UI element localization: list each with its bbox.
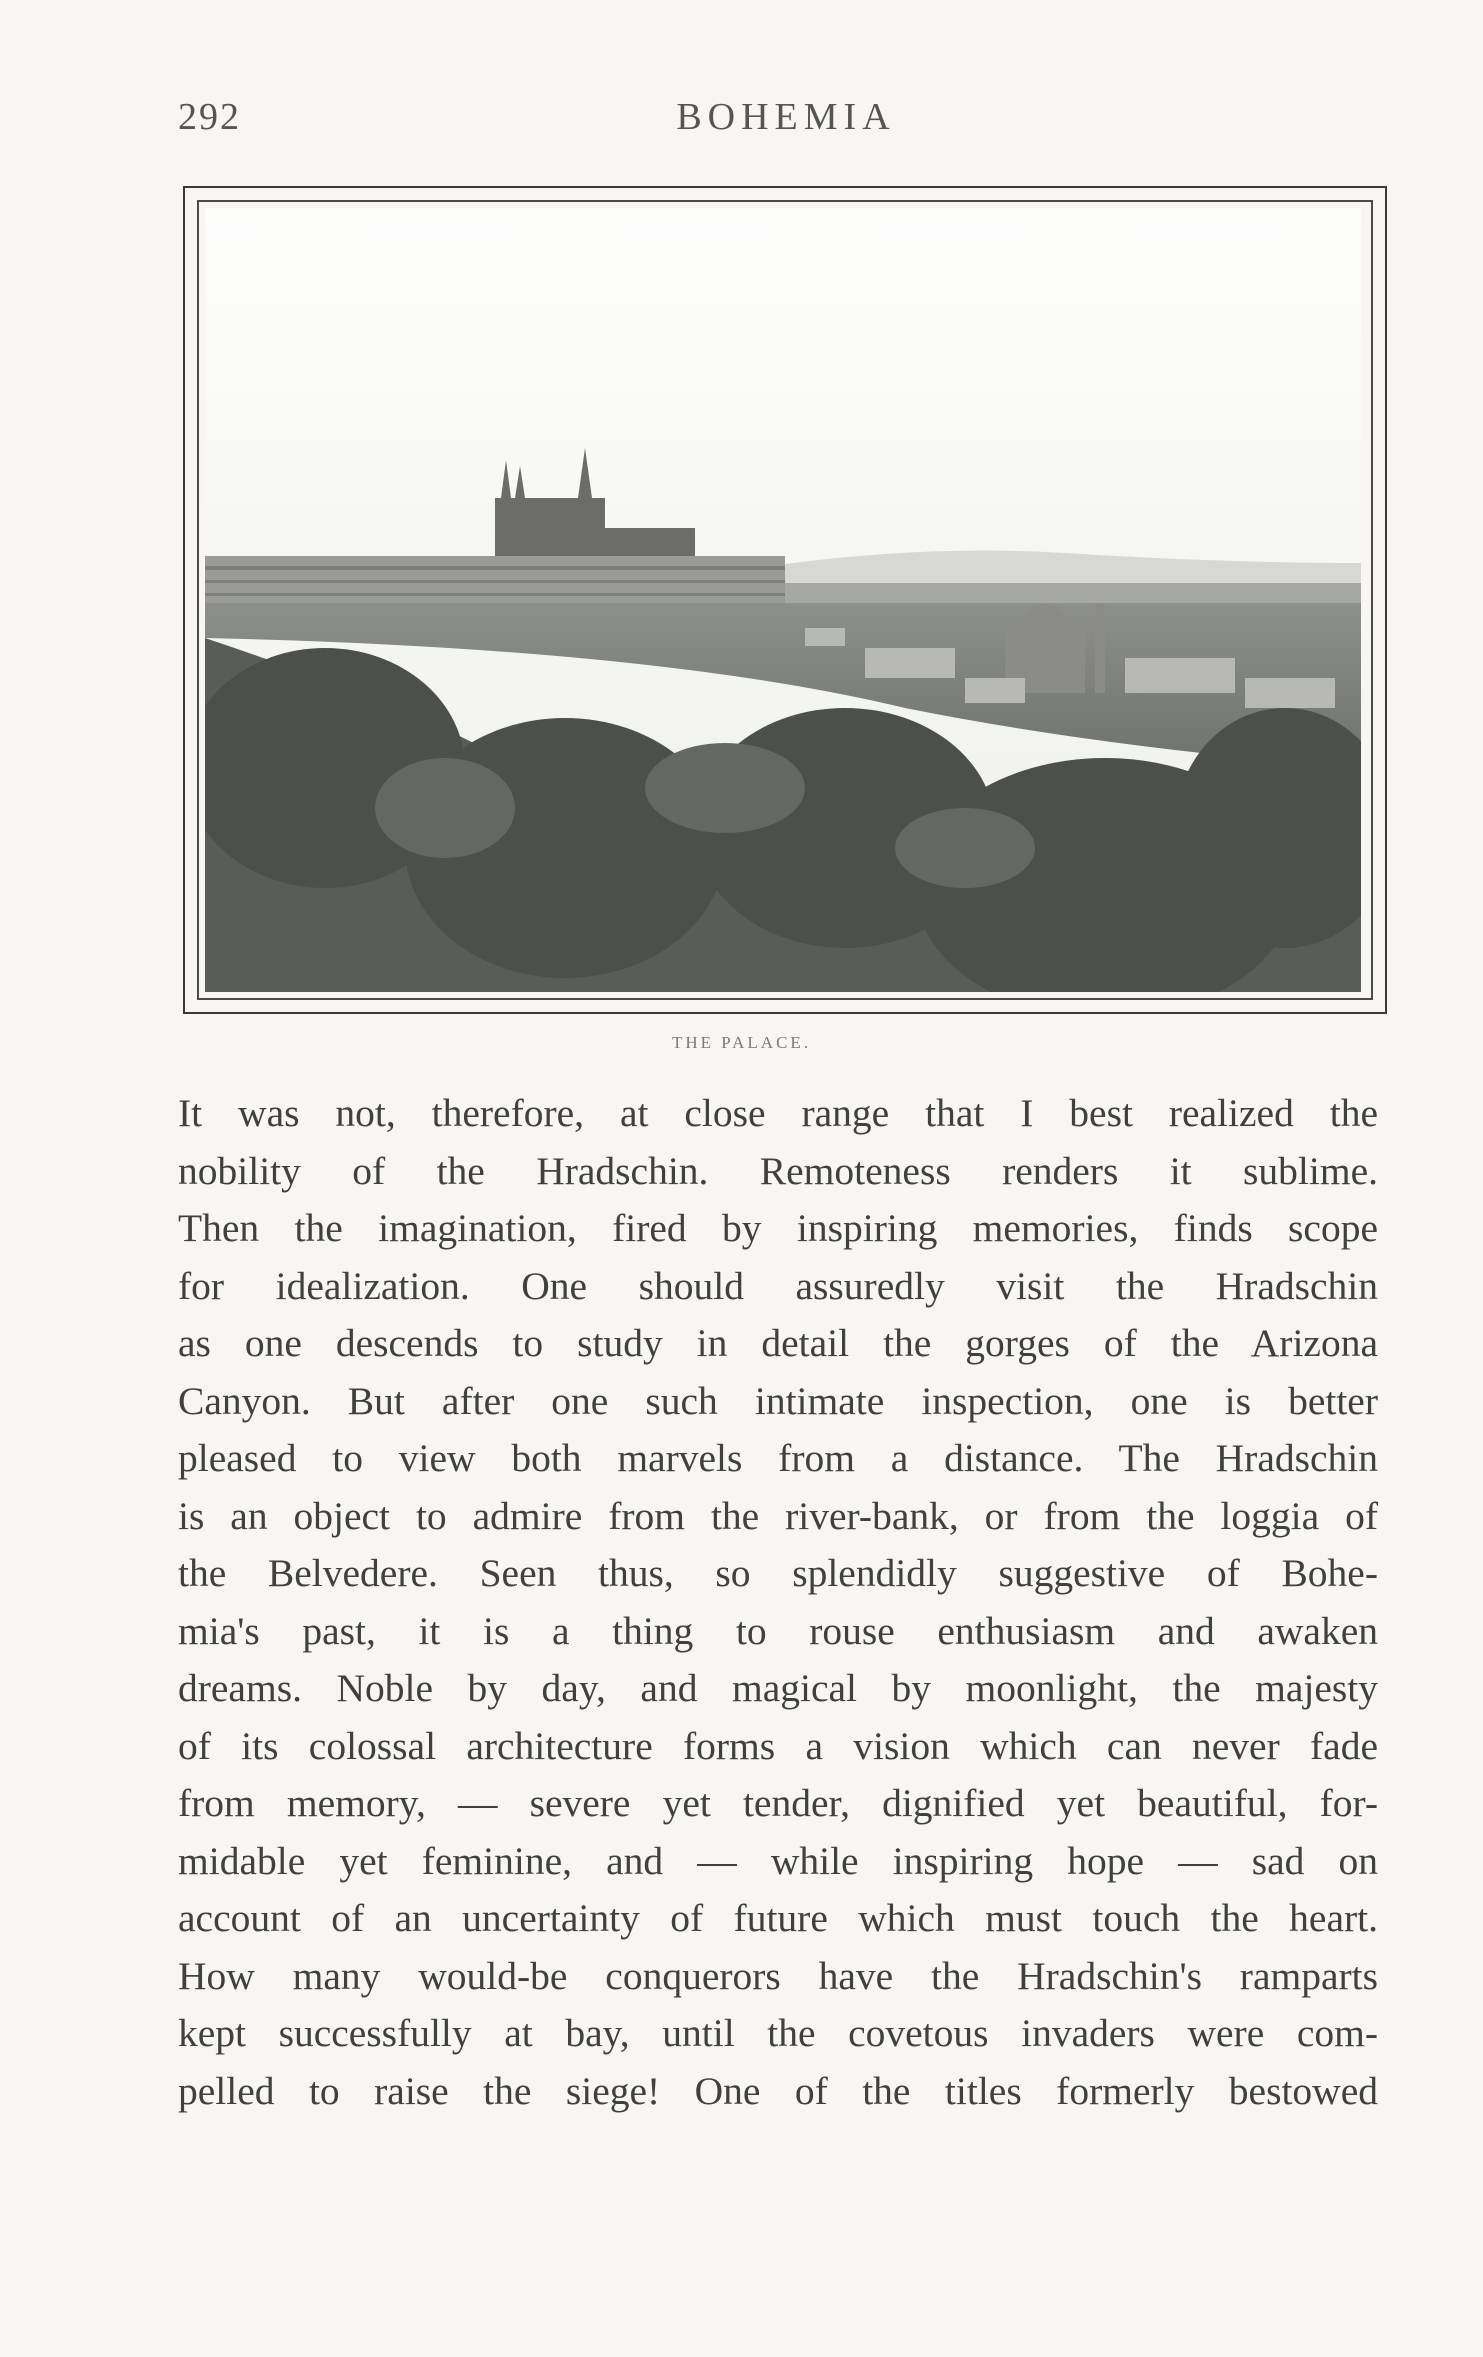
page-number: 292 [178, 96, 241, 138]
text-line: Then the imagination, fired by inspiring memories, finds scope [178, 1206, 1378, 1250]
text-line: of its colossal architecture forms a vision which can never fade [178, 1723, 1378, 1768]
text-line: pleased to view both marvels from a distance. The Hradschin [178, 1436, 1378, 1480]
text-line: account of an uncertainty of future which must touch the heart. [178, 1896, 1378, 1940]
text-line: for idealization. One should assuredly visit the Hradschin [178, 1263, 1378, 1308]
text-line: Canyon. But after one such intimate inspection, one is better [178, 1378, 1378, 1423]
text-line: How many would-be conquerors have the Hradschin's ramparts [178, 1953, 1378, 1998]
running-head [178, 95, 1378, 145]
body-paragraph [178, 1085, 1378, 2120]
photo-plate-frame [183, 186, 1387, 1014]
text-line: dreams. Noble by day, and magical by moonlight, the majesty [178, 1666, 1378, 1710]
text-line: mia's past, it is a thing to rouse enthusiasm and awaken [178, 1608, 1378, 1653]
text-line: pelled to raise the siege! One of the titles formerly bestowed [178, 2068, 1378, 2113]
text-line: the Belvedere. Seen thus, so splendidly suggestive of Bohe- [178, 1551, 1378, 1595]
text-line: is an object to admire from the river-bank, or from the loggia of [178, 1493, 1378, 1538]
text-line: from memory, — severe yet tender, dignified yet beautiful, for- [178, 1781, 1378, 1825]
text-line: It was not, therefore, at close range that I best realized the [178, 1091, 1378, 1135]
palace-photograph [205, 208, 1361, 992]
text-line: as one descends to study in detail the gorges of the Arizona [178, 1321, 1378, 1365]
text-line: midable yet feminine, and — while inspiring hope — sad on [178, 1838, 1378, 1883]
running-title: BOHEMIA [676, 96, 896, 138]
plate-caption: THE PALACE. [671, 1033, 812, 1052]
text-line: kept successfully at bay, until the covetous invaders were com- [178, 2011, 1378, 2055]
text-line: nobility of the Hradschin. Remoteness renders it sublime. [178, 1148, 1378, 1193]
